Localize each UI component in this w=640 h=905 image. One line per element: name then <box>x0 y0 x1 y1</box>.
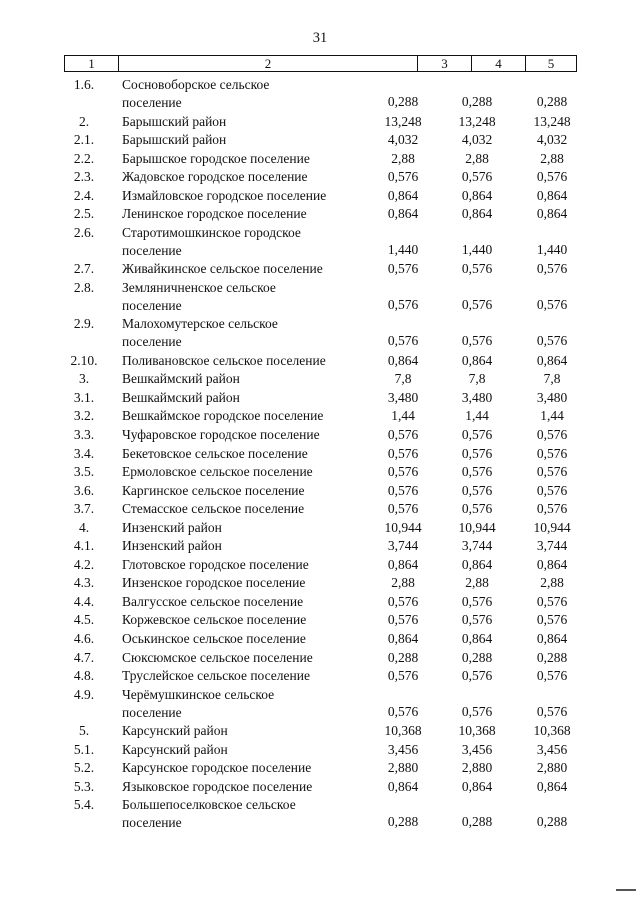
table-row <box>0 796 640 833</box>
row-value-col-4: 2,880 <box>461 760 493 776</box>
row-value-col-5: 0,576 <box>536 464 568 480</box>
row-name <box>122 759 372 778</box>
table-row <box>0 556 640 575</box>
row-value-col-5: 0,576 <box>536 333 568 349</box>
row-name-line: Малохомутерское сельское <box>122 316 278 332</box>
row-name-line: Карсунское городское поселение <box>122 760 312 776</box>
table-row <box>0 537 640 556</box>
row-value-col-4: 0,864 <box>461 187 493 203</box>
row-value-col-3: 0,576 <box>387 261 419 277</box>
row-name-line: поселение <box>122 334 182 350</box>
row-value-col-4: 0,576 <box>461 296 493 312</box>
table-row <box>0 205 640 224</box>
row-number: 4.8. <box>73 668 95 684</box>
row-value-col-5: 0,576 <box>536 482 568 498</box>
row-number: 3. <box>78 371 90 387</box>
row-value-col-4: 0,576 <box>461 261 493 277</box>
row-value-col-4: 0,864 <box>461 631 493 647</box>
table-row <box>0 407 640 426</box>
row-number: 3.2. <box>73 408 95 424</box>
table-row <box>0 279 640 316</box>
row-number: 2.10. <box>70 352 98 368</box>
row-value-col-4: 0,576 <box>461 501 493 517</box>
row-name-line: Старотимошкинское городское <box>122 224 301 240</box>
row-name-line: Черёмушкинское сельское <box>122 686 275 702</box>
row-value-col-3: 10,944 <box>384 519 422 535</box>
row-value-col-5: 0,576 <box>536 427 568 443</box>
row-number: 4.6. <box>73 631 95 647</box>
row-name-line: Ленинское городское поселение <box>122 206 307 222</box>
row-name-line: Оськинское сельское поселение <box>122 631 306 647</box>
row-value-col-4: 0,288 <box>461 94 493 109</box>
row-value-col-3: 1,44 <box>391 408 415 424</box>
row-number: 4.7. <box>73 649 95 665</box>
table-row <box>0 150 640 169</box>
row-value-col-5: 7,8 <box>543 371 561 387</box>
row-name-line: Сосновоборское сельское <box>122 77 270 92</box>
row-name <box>122 131 372 150</box>
row-value-col-4: 2,88 <box>465 150 489 166</box>
row-number: 3.3. <box>73 427 95 443</box>
row-value-col-3: 2,88 <box>391 150 415 166</box>
row-value-col-4: 4,032 <box>461 132 493 148</box>
row-number: 2.8. <box>73 279 95 295</box>
row-name <box>122 445 372 464</box>
row-value-col-5: 10,944 <box>533 519 571 535</box>
row-name <box>122 76 372 112</box>
table-row <box>0 500 640 519</box>
row-name <box>122 667 372 686</box>
row-number: 2.6. <box>73 224 95 240</box>
row-number: 4.5. <box>73 612 95 628</box>
row-value-col-4: 0,576 <box>461 482 493 498</box>
row-value-col-3: 0,576 <box>387 703 419 719</box>
row-value-col-3: 0,864 <box>387 556 419 572</box>
table-row <box>0 611 640 630</box>
table-row <box>0 187 640 206</box>
row-value-col-4: 0,576 <box>461 593 493 609</box>
row-name-line: поселение <box>122 95 182 110</box>
row-value-col-4: 1,44 <box>465 408 489 424</box>
row-name <box>122 574 372 593</box>
row-name-line: Чуфаровское городское поселение <box>122 427 320 443</box>
row-value-col-5: 2,88 <box>540 575 564 591</box>
row-value-col-4: 2,88 <box>465 575 489 591</box>
header-col-5: 5 <box>525 56 576 71</box>
table-row <box>0 76 640 113</box>
row-number: 5.3. <box>73 778 95 794</box>
row-number: 4.2. <box>73 556 95 572</box>
row-name <box>122 352 372 371</box>
row-value-col-3: 7,8 <box>394 371 412 387</box>
row-name-line: поселение <box>122 815 182 831</box>
page-edge-mark <box>616 889 636 891</box>
row-value-col-5: 0,864 <box>536 778 568 794</box>
row-name <box>122 593 372 612</box>
row-name <box>122 315 372 351</box>
row-name <box>122 686 372 722</box>
row-name-line: Карсунский район <box>122 741 228 757</box>
table-row <box>0 168 640 187</box>
row-value-col-5: 0,576 <box>536 296 568 312</box>
row-value-col-5: 0,576 <box>536 703 568 719</box>
table-row <box>0 593 640 612</box>
row-number: 2. <box>78 113 90 129</box>
row-value-col-3: 0,576 <box>387 445 419 461</box>
row-value-col-5: 0,288 <box>536 814 568 830</box>
table-row <box>0 519 640 538</box>
row-name-line: Вешкаймское городское поселение <box>122 408 324 424</box>
row-number: 1.6. <box>73 77 95 92</box>
row-value-col-5: 0,576 <box>536 668 568 684</box>
row-value-col-5: 13,248 <box>533 113 571 129</box>
table-row <box>0 352 640 371</box>
row-name-line: Жадовское городское поселение <box>122 169 308 185</box>
row-value-col-3: 0,576 <box>387 427 419 443</box>
row-value-col-5: 0,576 <box>536 261 568 277</box>
row-value-col-4: 0,288 <box>461 649 493 665</box>
table-row <box>0 445 640 464</box>
table-row <box>0 667 640 686</box>
row-name-line: Барышский район <box>122 113 227 129</box>
row-number: 2.5. <box>73 206 95 222</box>
table-row <box>0 389 640 408</box>
row-value-col-3: 0,576 <box>387 612 419 628</box>
row-value-col-3: 0,864 <box>387 187 419 203</box>
row-name <box>122 796 372 832</box>
row-name <box>122 741 372 760</box>
row-value-col-5: 0,576 <box>536 593 568 609</box>
row-name <box>122 556 372 575</box>
table-body <box>0 76 640 833</box>
row-name-line: поселение <box>122 242 182 258</box>
row-value-col-3: 10,368 <box>384 723 422 739</box>
row-value-col-3: 3,456 <box>387 741 419 757</box>
row-value-col-4: 0,864 <box>461 352 493 368</box>
row-name-line: Вешкаймский район <box>122 389 240 405</box>
row-name <box>122 611 372 630</box>
table-row <box>0 463 640 482</box>
row-value-col-3: 0,576 <box>387 464 419 480</box>
row-number: 2.1. <box>73 132 95 148</box>
row-value-col-3: 0,576 <box>387 668 419 684</box>
row-name-line: Большепоселковское сельское <box>122 797 296 813</box>
row-number: 5.1. <box>73 741 95 757</box>
row-value-col-4: 0,576 <box>461 445 493 461</box>
row-name <box>122 224 372 260</box>
row-value-col-4: 3,480 <box>461 389 493 405</box>
row-value-col-5: 2,88 <box>540 150 564 166</box>
row-number: 3.6. <box>73 482 95 498</box>
row-name <box>122 150 372 169</box>
table-row <box>0 741 640 760</box>
row-number: 2.9. <box>73 316 95 332</box>
row-value-col-4: 0,576 <box>461 668 493 684</box>
row-value-col-4: 0,288 <box>461 814 493 830</box>
row-name-line: Барышский район <box>122 132 227 148</box>
row-value-col-3: 0,864 <box>387 631 419 647</box>
row-value-col-5: 3,456 <box>536 741 568 757</box>
row-number: 3.5. <box>73 464 95 480</box>
row-value-col-4: 0,576 <box>461 333 493 349</box>
row-value-col-3: 1,440 <box>387 241 419 257</box>
row-number: 4.9. <box>73 686 95 702</box>
row-value-col-4: 0,864 <box>461 778 493 794</box>
row-value-col-5: 2,880 <box>536 760 568 776</box>
row-number: 3.1. <box>73 389 95 405</box>
header-col-3: 3 <box>417 56 471 71</box>
row-value-col-3: 13,248 <box>384 113 422 129</box>
table-row <box>0 370 640 389</box>
row-value-col-5: 1,440 <box>536 241 568 257</box>
table-row <box>0 224 640 261</box>
table-row <box>0 315 640 352</box>
row-name-line: Барышское городское поселение <box>122 150 310 166</box>
row-value-col-3: 0,864 <box>387 206 419 222</box>
row-name-line: Ермоловское сельское поселение <box>122 464 313 480</box>
row-value-col-3: 3,480 <box>387 389 419 405</box>
row-value-col-3: 0,288 <box>387 649 419 665</box>
row-name <box>122 370 372 389</box>
row-value-col-5: 3,480 <box>536 389 568 405</box>
row-value-col-5: 10,368 <box>533 723 571 739</box>
table-row <box>0 131 640 150</box>
row-value-col-5: 0,864 <box>536 556 568 572</box>
row-name <box>122 389 372 408</box>
row-name-line: поселение <box>122 704 182 720</box>
table-row <box>0 686 640 723</box>
row-name-line: Сюксюмское сельское поселение <box>122 649 313 665</box>
row-value-col-4: 0,864 <box>461 556 493 572</box>
row-name-line: Земляничненское сельское <box>122 279 276 295</box>
row-value-col-4: 10,944 <box>458 519 496 535</box>
row-number: 5. <box>78 723 90 739</box>
row-value-col-5: 0,864 <box>536 352 568 368</box>
page-number: 31 <box>312 30 328 46</box>
row-name-line: Труслейское сельское поселение <box>122 668 310 684</box>
row-name <box>122 537 372 556</box>
row-number: 2.7. <box>73 261 95 277</box>
row-name <box>122 649 372 668</box>
row-value-col-5: 0,864 <box>536 187 568 203</box>
row-name <box>122 205 372 224</box>
row-value-col-3: 0,288 <box>387 94 419 109</box>
row-value-col-4: 0,576 <box>461 612 493 628</box>
row-name-line: Каргинское сельское поселение <box>122 482 305 498</box>
row-number: 2.2. <box>73 150 95 166</box>
row-number: 4.4. <box>73 593 95 609</box>
row-number: 4.1. <box>73 538 95 554</box>
row-value-col-4: 0,576 <box>461 464 493 480</box>
row-name-line: Вешкаймский район <box>122 371 240 387</box>
row-number: 4. <box>78 519 90 535</box>
row-number: 4.3. <box>73 575 95 591</box>
row-value-col-5: 0,576 <box>536 445 568 461</box>
header-col-1: 1 <box>88 56 95 71</box>
row-value-col-3: 3,744 <box>387 538 419 554</box>
row-value-col-4: 0,576 <box>461 169 493 185</box>
row-name-line: Живайкинское сельское поселение <box>122 261 323 277</box>
row-value-col-3: 0,576 <box>387 333 419 349</box>
row-value-col-4: 0,864 <box>461 206 493 222</box>
row-number: 5.4. <box>73 797 95 813</box>
row-name <box>122 279 372 315</box>
row-value-col-5: 0,864 <box>536 631 568 647</box>
row-value-col-5: 1,44 <box>540 408 564 424</box>
row-value-col-3: 0,288 <box>387 814 419 830</box>
row-value-col-5: 3,744 <box>536 538 568 554</box>
row-value-col-5: 0,576 <box>536 612 568 628</box>
row-name <box>122 113 372 132</box>
row-number: 3.7. <box>73 501 95 517</box>
row-value-col-3: 2,88 <box>391 575 415 591</box>
row-value-col-4: 0,576 <box>461 427 493 443</box>
row-value-col-3: 2,880 <box>387 760 419 776</box>
table-row <box>0 630 640 649</box>
row-number: 3.4. <box>73 445 95 461</box>
table-row <box>0 759 640 778</box>
table-row <box>0 722 640 741</box>
row-name-line: Карсунский район <box>122 723 228 739</box>
row-name <box>122 778 372 797</box>
row-value-col-3: 4,032 <box>387 132 419 148</box>
row-name <box>122 630 372 649</box>
row-name-line: Инзенский район <box>122 538 222 554</box>
row-number: 2.3. <box>73 169 95 185</box>
row-number: 2.4. <box>73 187 95 203</box>
row-value-col-5: 0,576 <box>536 501 568 517</box>
table-row <box>0 426 640 445</box>
row-value-col-5: 0,288 <box>536 94 568 109</box>
row-value-col-3: 0,864 <box>387 352 419 368</box>
row-value-col-4: 3,456 <box>461 741 493 757</box>
row-name <box>122 187 372 206</box>
row-name-line: Коржевское сельское поселение <box>122 612 307 628</box>
row-name <box>122 407 372 426</box>
row-value-col-3: 0,576 <box>387 501 419 517</box>
row-name-line: Поливановское сельское поселение <box>122 352 326 368</box>
row-name-line: Инзенское городское поселение <box>122 575 306 591</box>
row-name <box>122 722 372 741</box>
table-row <box>0 778 640 797</box>
row-name-line: Стемасское сельское поселение <box>122 501 305 517</box>
row-name-line: Языковское городское поселение <box>122 778 313 794</box>
row-value-col-5: 0,288 <box>536 649 568 665</box>
row-name-line: Инзенский район <box>122 519 222 535</box>
table-row <box>0 574 640 593</box>
row-name-line: Измайловское городское поселение <box>122 187 327 203</box>
row-value-col-3: 0,864 <box>387 778 419 794</box>
row-value-col-3: 0,576 <box>387 482 419 498</box>
row-name-line: Бекетовское сельское поселение <box>122 445 308 461</box>
row-value-col-4: 1,440 <box>461 241 493 257</box>
row-number: 5.2. <box>73 760 95 776</box>
row-name <box>122 500 372 519</box>
row-value-col-5: 0,864 <box>536 206 568 222</box>
row-name-line: поселение <box>122 297 182 313</box>
table-row <box>0 260 640 279</box>
row-name <box>122 426 372 445</box>
row-value-col-4: 13,248 <box>458 113 496 129</box>
table-header <box>64 55 577 72</box>
header-col-2: 2 <box>118 56 417 71</box>
row-name <box>122 519 372 538</box>
row-name <box>122 463 372 482</box>
table-row <box>0 482 640 501</box>
row-value-col-4: 10,368 <box>458 723 496 739</box>
row-value-col-3: 0,576 <box>387 296 419 312</box>
row-value-col-5: 4,032 <box>536 132 568 148</box>
row-value-col-3: 0,576 <box>387 169 419 185</box>
table-row <box>0 649 640 668</box>
row-name <box>122 168 372 187</box>
row-value-col-3: 0,576 <box>387 593 419 609</box>
row-name-line: Валгусское сельское поселение <box>122 593 304 609</box>
row-value-col-4: 3,744 <box>461 538 493 554</box>
row-name <box>122 260 372 279</box>
row-name-line: Глотовское городское поселение <box>122 556 309 572</box>
row-value-col-5: 0,576 <box>536 169 568 185</box>
row-value-col-4: 7,8 <box>468 371 486 387</box>
row-value-col-4: 0,576 <box>461 703 493 719</box>
table-row <box>0 113 640 132</box>
row-name <box>122 482 372 501</box>
header-col-4: 4 <box>471 56 525 71</box>
